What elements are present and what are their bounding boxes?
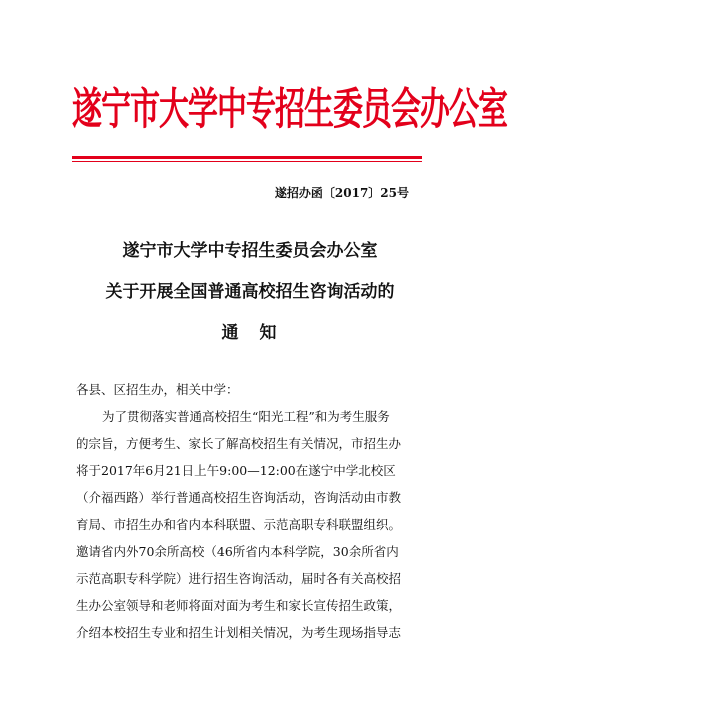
notice-title-line-3: 通 知 [221, 323, 279, 343]
body-line: 育局、市招生办和省内本科联盟、示范高职专科联盟组织。 [76, 517, 402, 532]
body-line: 邀请省内外70余所高校（46所省内本科学院，30余所省内 [76, 544, 399, 559]
letterhead-title: 遂宁市大学中专招生委员会办公室 [72, 84, 507, 136]
body-line: 将于2017年6月21日上午9:00—12:00在遂宁中学北校区 [76, 463, 396, 478]
letterhead-red-rule-thick [72, 156, 422, 159]
body-line: 的宗旨，方便考生、家长了解高校招生有关情况，市招生办 [76, 436, 402, 451]
letterhead-red-rule-thin [72, 161, 422, 162]
notice-title-line-2: 关于开展全国普通高校招生咨询活动的 [105, 282, 395, 302]
document-number: 遂招办函〔2017〕25号 [274, 186, 409, 200]
body-line: （介福西路）举行普通高校招生咨询活动，咨询活动由市教 [76, 490, 402, 505]
notice-body [76, 376, 436, 646]
body-line: 示范高职专科学院）进行招生咨询活动，届时各有关高校招 [76, 571, 402, 586]
salutation: 各县、区招生办，相关中学： [76, 382, 239, 397]
body-line: 生办公室领导和老师将面对面为考生和家长宣传招生政策， [76, 598, 402, 613]
body-line: 介绍本校招生专业和招生计划相关情况，为考生现场指导志 [76, 625, 402, 640]
body-line: 为了贯彻落实普通高校招生“阳光工程”和为考生服务 [102, 409, 390, 424]
notice-title-line-1: 遂宁市大学中专招生委员会办公室 [122, 241, 378, 261]
